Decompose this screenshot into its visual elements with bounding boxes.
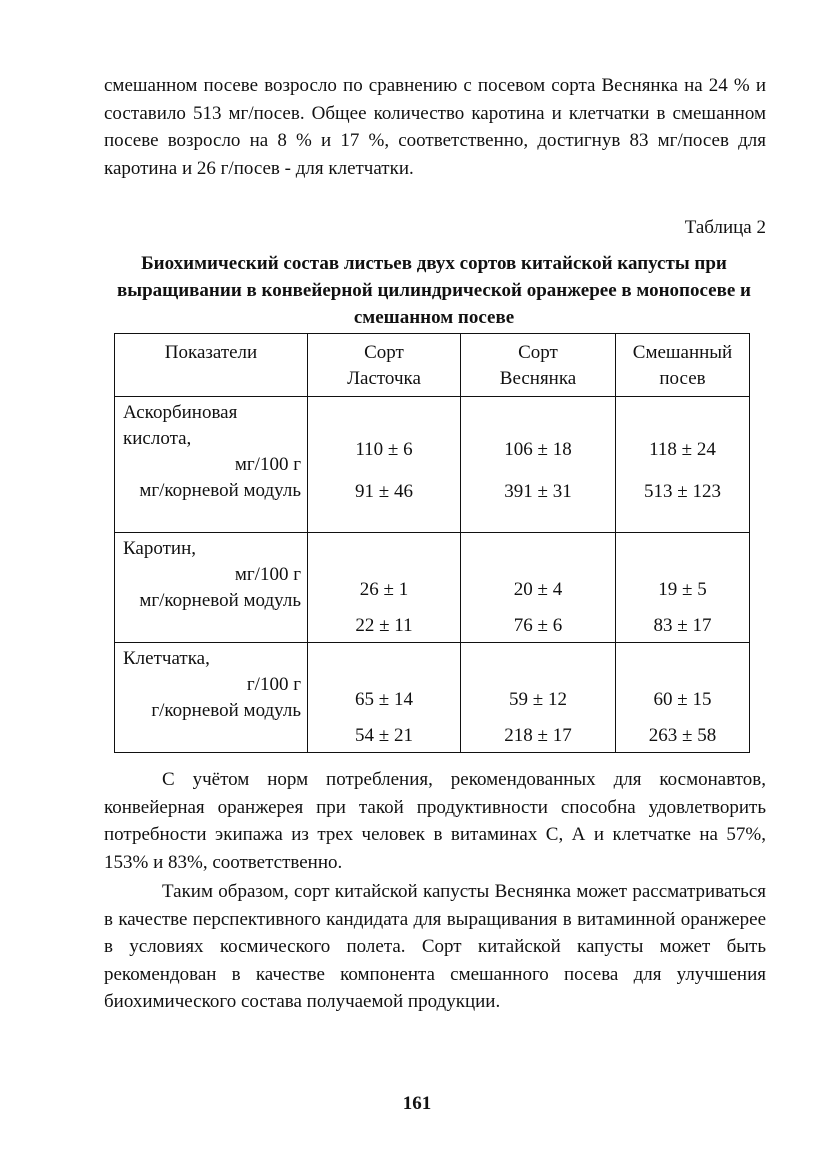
cell-mixed: [616, 397, 750, 533]
header-line: Веснянка: [499, 368, 577, 389]
cell-vesnyanka: [461, 643, 616, 753]
header-indicators: [115, 334, 308, 397]
row-label-ascorbic: [115, 397, 308, 533]
row-name: Клетчатка,: [123, 648, 210, 669]
cell-value: 60 ± 15: [653, 689, 712, 710]
row-unit: мг/100 г: [234, 454, 301, 475]
row-unit: мг/100 г: [234, 564, 301, 585]
table-row: [115, 397, 750, 533]
row-unit: г/корневой модуль: [151, 700, 301, 721]
header-line: Ласточка: [347, 368, 421, 389]
cell-value: 20 ± 4: [513, 579, 563, 600]
cell-value: 218 ± 17: [504, 725, 572, 746]
header-indicators-label: Показатели: [164, 342, 258, 363]
cell-value: 83 ± 17: [653, 615, 712, 636]
table-caption: Биохимический состав листьев двух сортов китайской капусты при выращивании в конвейерной цилиндрической оранжерее в монопосеве и смешанном посеве: [117, 253, 751, 328]
cell-value: 106 ± 18: [504, 439, 572, 460]
header-line: посев: [659, 368, 706, 389]
cell-mixed: [616, 533, 750, 643]
cell-value: 22 ± 11: [355, 615, 413, 636]
cell-value: 391 ± 31: [504, 481, 572, 502]
biochemical-table: [114, 333, 750, 753]
row-label-carotene: [115, 533, 308, 643]
cell-lastochka: [308, 397, 461, 533]
cell-value: 110 ± 6: [355, 439, 413, 460]
cell-value: 65 ± 14: [355, 689, 413, 710]
cell-lastochka: [308, 643, 461, 753]
cell-value: 26 ± 1: [359, 579, 409, 600]
paragraph-consumption: С учётом норм потребления, рекомендованных для космонавтов, конвейерная оранжерея при такой продуктивности способна удовлетворить потребности экипажа из трех человек в витаминах С, А и клетчатке на 57%, 153% и 83%, соответственно.: [104, 769, 766, 873]
header-mixed: [616, 334, 750, 397]
cell-value: 91 ± 46: [355, 481, 413, 502]
cell-value: 59 ± 12: [509, 689, 567, 710]
paragraph-conclusion: Таким образом, сорт китайской капусты Веснянка может рассматриваться в качестве перспективного кандидата для выращивания в витаминной оранжерее в условиях космического полета. Сорт китайской капусты может быть рекомендован в качестве компонента смешанного посева для улучшения биохимического состава получаемой продукции.: [104, 881, 766, 1012]
row-label-fiber: [115, 643, 308, 753]
table-header-row: [115, 334, 750, 397]
cell-vesnyanka: [461, 533, 616, 643]
row-unit: мг/корневой модуль: [139, 480, 301, 501]
row-name: Каротин,: [123, 538, 196, 559]
cell-value: 19 ± 5: [658, 579, 707, 600]
row-unit: г/100 г: [246, 674, 301, 695]
row-name: Аскорбиновая кислота,: [123, 402, 238, 449]
page-number: 161: [402, 1093, 432, 1114]
header-line: Смешанный: [632, 342, 733, 363]
table-label: Таблица 2: [684, 217, 766, 238]
header-line: Сорт: [364, 342, 404, 363]
cell-value: 263 ± 58: [648, 725, 717, 746]
cell-lastochka: [308, 533, 461, 643]
cell-vesnyanka: [461, 397, 616, 533]
cell-value: 118 ± 24: [649, 439, 716, 460]
header-vesnyanka: [461, 334, 616, 397]
row-unit: мг/корневой модуль: [139, 590, 301, 611]
table-row: [115, 643, 750, 753]
header-lastochka: [308, 334, 461, 397]
header-line: Сорт: [518, 342, 558, 363]
cell-mixed: [616, 643, 750, 753]
paragraph-top: смешанном посеве возросло по сравнению с посевом сорта Веснянка на 24 % и составило 513 мг/посев. Общее количество каротина и клетчатки в смешанном посеве возросло на 8 % и 17 %, соответственно, достигнув 83 мг/посев для каротина и 26 г/посев - для клетчатки.: [104, 75, 766, 179]
table-row: [115, 533, 750, 643]
cell-value: 76 ± 6: [513, 615, 563, 636]
cell-value: 513 ± 123: [644, 481, 721, 502]
cell-value: 54 ± 21: [355, 725, 413, 746]
